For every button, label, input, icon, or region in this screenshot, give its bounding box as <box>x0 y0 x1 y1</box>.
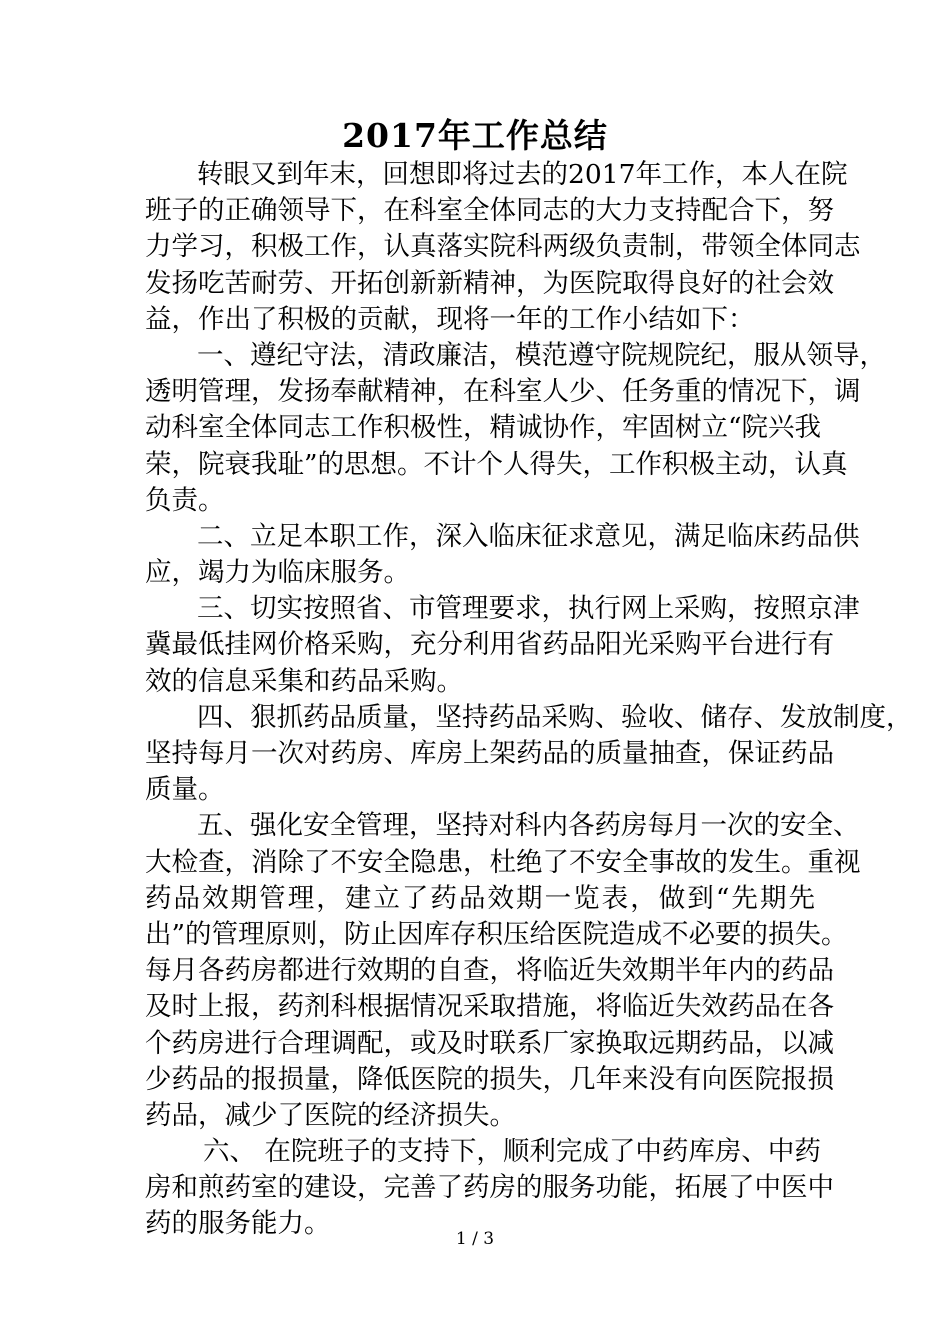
text-line: 少药品的报损量，降低医院的损失，几年来没有向医院报损 <box>145 1063 834 1095</box>
text-line: 五、强化安全管理，坚持对科内各药房每月一次的安全、 <box>197 810 860 842</box>
text-line: 一、遵纪守法，清政廉洁，模范遵守院规院纪，服从领导， <box>197 339 886 371</box>
text-line: 药的服务能力。 <box>145 1208 331 1240</box>
paragraph-section-1 <box>145 338 886 519</box>
text-line: 药品，减少了医院的经济损失。 <box>145 1099 516 1131</box>
text-line: 出”的管理原则，防止因库存积压给医院造成不必要的损失。 <box>145 918 848 950</box>
text-line: 四、狠抓药品质量，坚持药品采购、验收、储存、发放制度， <box>197 701 913 733</box>
paragraph-section-5 <box>145 808 861 1134</box>
text-line: 发扬吃苦耐劳、开拓创新新精神，为医院取得良好的社会效 <box>145 267 834 299</box>
text-line: 三、切实按照省、市管理要求，执行网上采购，按照京津 <box>197 593 860 625</box>
text-line: 六、 在院班子的支持下，顺利完成了中药库房、中药 <box>203 1136 821 1168</box>
text-line: 质量。 <box>145 774 225 806</box>
text-line: 动科室全体同志工作积极性，精诚协作，牢固树立“院兴我 <box>145 412 822 444</box>
paragraph-intro <box>145 157 861 338</box>
text-line: 负责。 <box>145 484 225 516</box>
text-line: 效的信息采集和药品采购。 <box>145 665 463 697</box>
text-line: 透明管理，发扬奉献精神，在科室人少、任务重的情况下，调 <box>145 376 861 408</box>
text-line: 个药房进行合理调配，或及时联系厂家换取远期药品，以减 <box>145 1027 834 1059</box>
text-line: 房和煎药室的建设，完善了药房的服务功能，拓展了中医中 <box>145 1172 834 1204</box>
text-line: 坚持每月一次对药房、库房上架药品的质量抽查，保证药品 <box>145 738 834 769</box>
text-line: 每月各药房都进行效期的自查，将临近失效期半年内的药品 <box>145 955 834 987</box>
text-line: 力学习，积极工作，认真落实院科两级负责制，带领全体同志 <box>145 231 861 263</box>
paragraph-section-4 <box>145 700 913 809</box>
text-line: 冀最低挂网价格采购，充分利用省药品阳光采购平台进行有 <box>145 629 834 661</box>
page-title: 2017年工作总结 <box>342 116 608 155</box>
text-line: 大检查，消除了不安全隐患，杜绝了不安全事故的发生。重视 <box>145 846 861 878</box>
paragraph-section-3 <box>145 591 860 700</box>
page-number: 1 / 3 <box>455 1229 495 1249</box>
document-body <box>145 157 913 1243</box>
text-line: 应，竭力为临床服务。 <box>145 557 410 589</box>
paragraph-section-2 <box>145 519 860 591</box>
text-line: 转眼又到年末，回想即将过去的2017年工作，本人在院 <box>197 159 848 190</box>
text-line: 二、立足本职工作，深入临床征求意见，满足临床药品供 <box>197 520 860 552</box>
text-line: 荣，院衰我耻”的思想。不计个人得失，工作积极主动，认真 <box>145 448 848 480</box>
text-line: 班子的正确领导下，在科室全体同志的大力支持配合下，努 <box>145 195 834 227</box>
text-line: 药品效期管理，建立了药品效期一览表，做到“先期先 <box>145 882 815 914</box>
text-line: 及时上报，药剂科根据情况采取措施，将临近失效药品在各 <box>145 991 834 1023</box>
text-line: 益，作出了积极的贡献，现将一年的工作小结如下： <box>145 303 755 335</box>
